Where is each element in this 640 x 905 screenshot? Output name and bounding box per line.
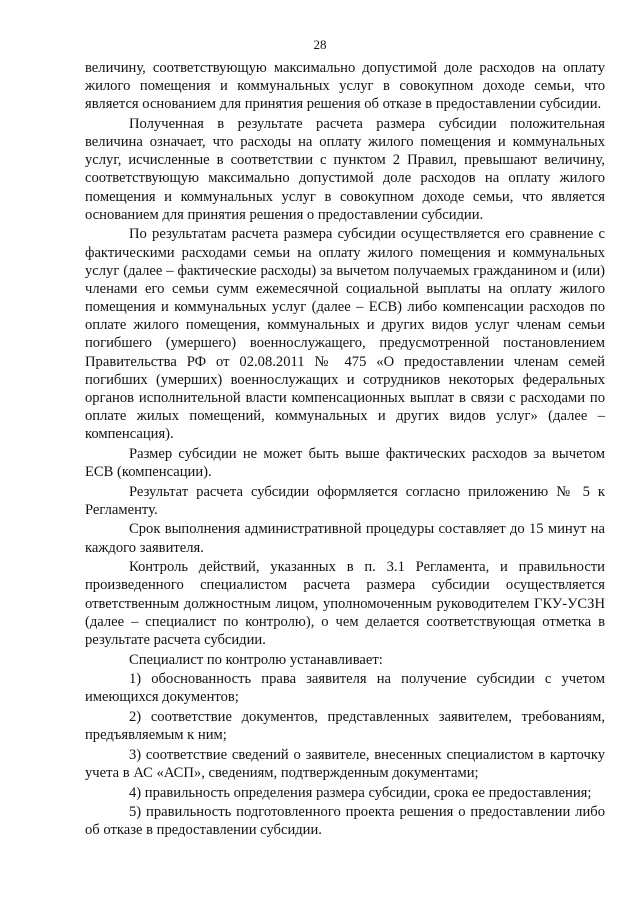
paragraph: Результат расчета субсидии оформляется согласно приложению № 5 к Регламенту. [85, 483, 605, 518]
paragraph: Специалист по контролю устанавливает: [129, 651, 383, 668]
list-item: 4) правильность определения размера субсидии, срока ее предоставления; [129, 784, 592, 801]
paragraph-continuation: величину, соответствующую максимально допустимой доле расходов на оплату жилого помещения и коммунальных услуг в совокупном доходе семьи, что является основанием для принятия решения об отказе в предоставлении субсидии. [85, 60, 605, 113]
list-item: 5) правильность подготовленного проекта решения о предоставлении либо об отказе в предоставлении субсидии. [85, 804, 605, 839]
document-body [85, 59, 605, 840]
page-number: 28 [313, 37, 327, 52]
paragraph: Контроль действий, указанных в п. 3.1 Регламента, и правильности произведенного специалистом расчета размера субсидии осуществляется ответственным должностным лицом, уполномоченным руководителем ГКУ-УСЗН (далее – специалист по контролю), о чем делается соответствующая отметка в результате расчета субсидии. [85, 559, 605, 648]
list-item: 1) обоснованность права заявителя на получение субсидии с учетом имеющихся документов; [85, 671, 605, 706]
paragraph: Размер субсидии не может быть выше фактических расходов за вычетом ЕСВ (компенсации). [85, 445, 605, 480]
list-item: 3) соответствие сведений о заявителе, внесенных специалистом в карточку учета в АС «АСП», сведениям, подтвержденным документами; [85, 746, 605, 781]
paragraph: Срок выполнения административной процедуры составляет до 15 минут на каждого заявителя. [85, 521, 605, 556]
paragraph: По результатам расчета размера субсидии осуществляется его сравнение с фактическими расходами семьи на оплату жилого помещения и коммунальных услуг (далее – фактические расходы) за вычетом получаемых гражданином и (или) членами его семьи сумм ежемесячной социальной выплаты на оплату жилого помещения и коммунальных услуг (далее – ЕСВ) либо компенсации расходов по оплате жилого помещения, коммунальных и других видов услуг членам семьи погибшего (умершего) военнослужащего, предусмотренной постановлением Правительства РФ от 02.08.2011 № 475 «О предоставлении членам семей погибших (умерших) военнослужащих и сотрудников некоторых федеральных органов исполнительной власти компенсационных выплат в связи с расходами по оплате жилых помещений, коммунальных и других видов услуг» (далее – компенсация). [85, 226, 605, 443]
paragraph: Полученная в результате расчета размера субсидии положительная величина означает, что расходы на оплату жилого помещения и коммунальных услуг, исчисленные в соответствии с пунктом 2 Правил, превышают величину, соответствующую максимально допустимой доле расходов на оплату жилого помещения и коммунальных услуг в совокупном доходе семьи, что является основанием для принятия решения о предоставлении субсидии. [85, 115, 605, 223]
list-item: 2) соответствие документов, представленных заявителем, требованиям, предъявляемым к ним; [85, 708, 605, 744]
